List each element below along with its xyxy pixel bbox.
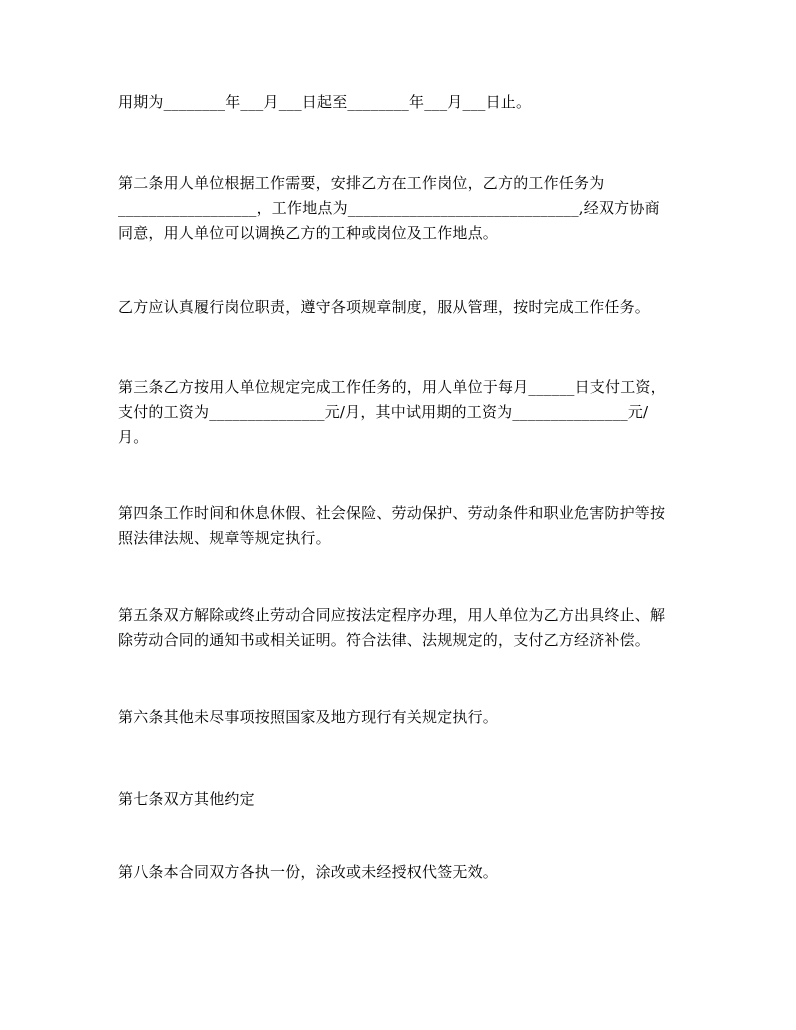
text-line: 乙方应认真履行岗位职责，遵守各项规章制度，服从管理，按时完成工作任务。	[118, 298, 651, 316]
text-line: 第七条双方其他约定	[118, 790, 255, 808]
text-line: 同意，用人单位可以调换乙方的工种或岗位及工作地点。	[118, 224, 499, 242]
paragraph-article-5	[118, 603, 678, 653]
text-line: 照法律法规、规章等规定执行。	[118, 529, 331, 547]
text-line: __________________，工作地点为______________________________,经双方协商	[118, 199, 660, 217]
paragraph-duties	[118, 295, 678, 320]
text-line: 第二条用人单位根据工作需要，安排乙方在工作岗位，乙方的工作任务为	[118, 174, 605, 192]
text-line: 第三条乙方按用人单位规定完成工作任务的，用人单位于每月______日支付工资，	[118, 378, 666, 396]
paragraph-article-7	[118, 787, 678, 812]
text-line: 月。	[118, 428, 149, 446]
text-line: 用期为________年___月___日起至________年___月___日止。	[118, 93, 532, 111]
text-line: 支付的工资为_______________元/月，其中试用期的工资为_______________元/	[118, 403, 649, 421]
paragraph-term-period	[118, 90, 678, 115]
text-line: 第四条工作时间和休息休假、社会保险、劳动保护、劳动条件和职业危害防护等按	[118, 504, 666, 522]
paragraph-article-8	[118, 860, 678, 885]
text-line: 第六条其他未尽事项按照国家及地方现行有关规定执行。	[118, 708, 499, 726]
paragraph-article-4	[118, 501, 678, 551]
paragraph-article-2	[118, 171, 678, 246]
text-line: 第八条本合同双方各执一份，涂改或未经授权代签无效。	[118, 863, 499, 881]
paragraph-article-6	[118, 705, 678, 730]
text-line: 第五条双方解除或终止劳动合同应按法定程序办理，用人单位为乙方出具终止、解	[118, 606, 666, 624]
paragraph-article-3	[118, 375, 678, 450]
text-line: 除劳动合同的通知书或相关证明。符合法律、法规规定的，支付乙方经济补偿。	[118, 631, 651, 649]
